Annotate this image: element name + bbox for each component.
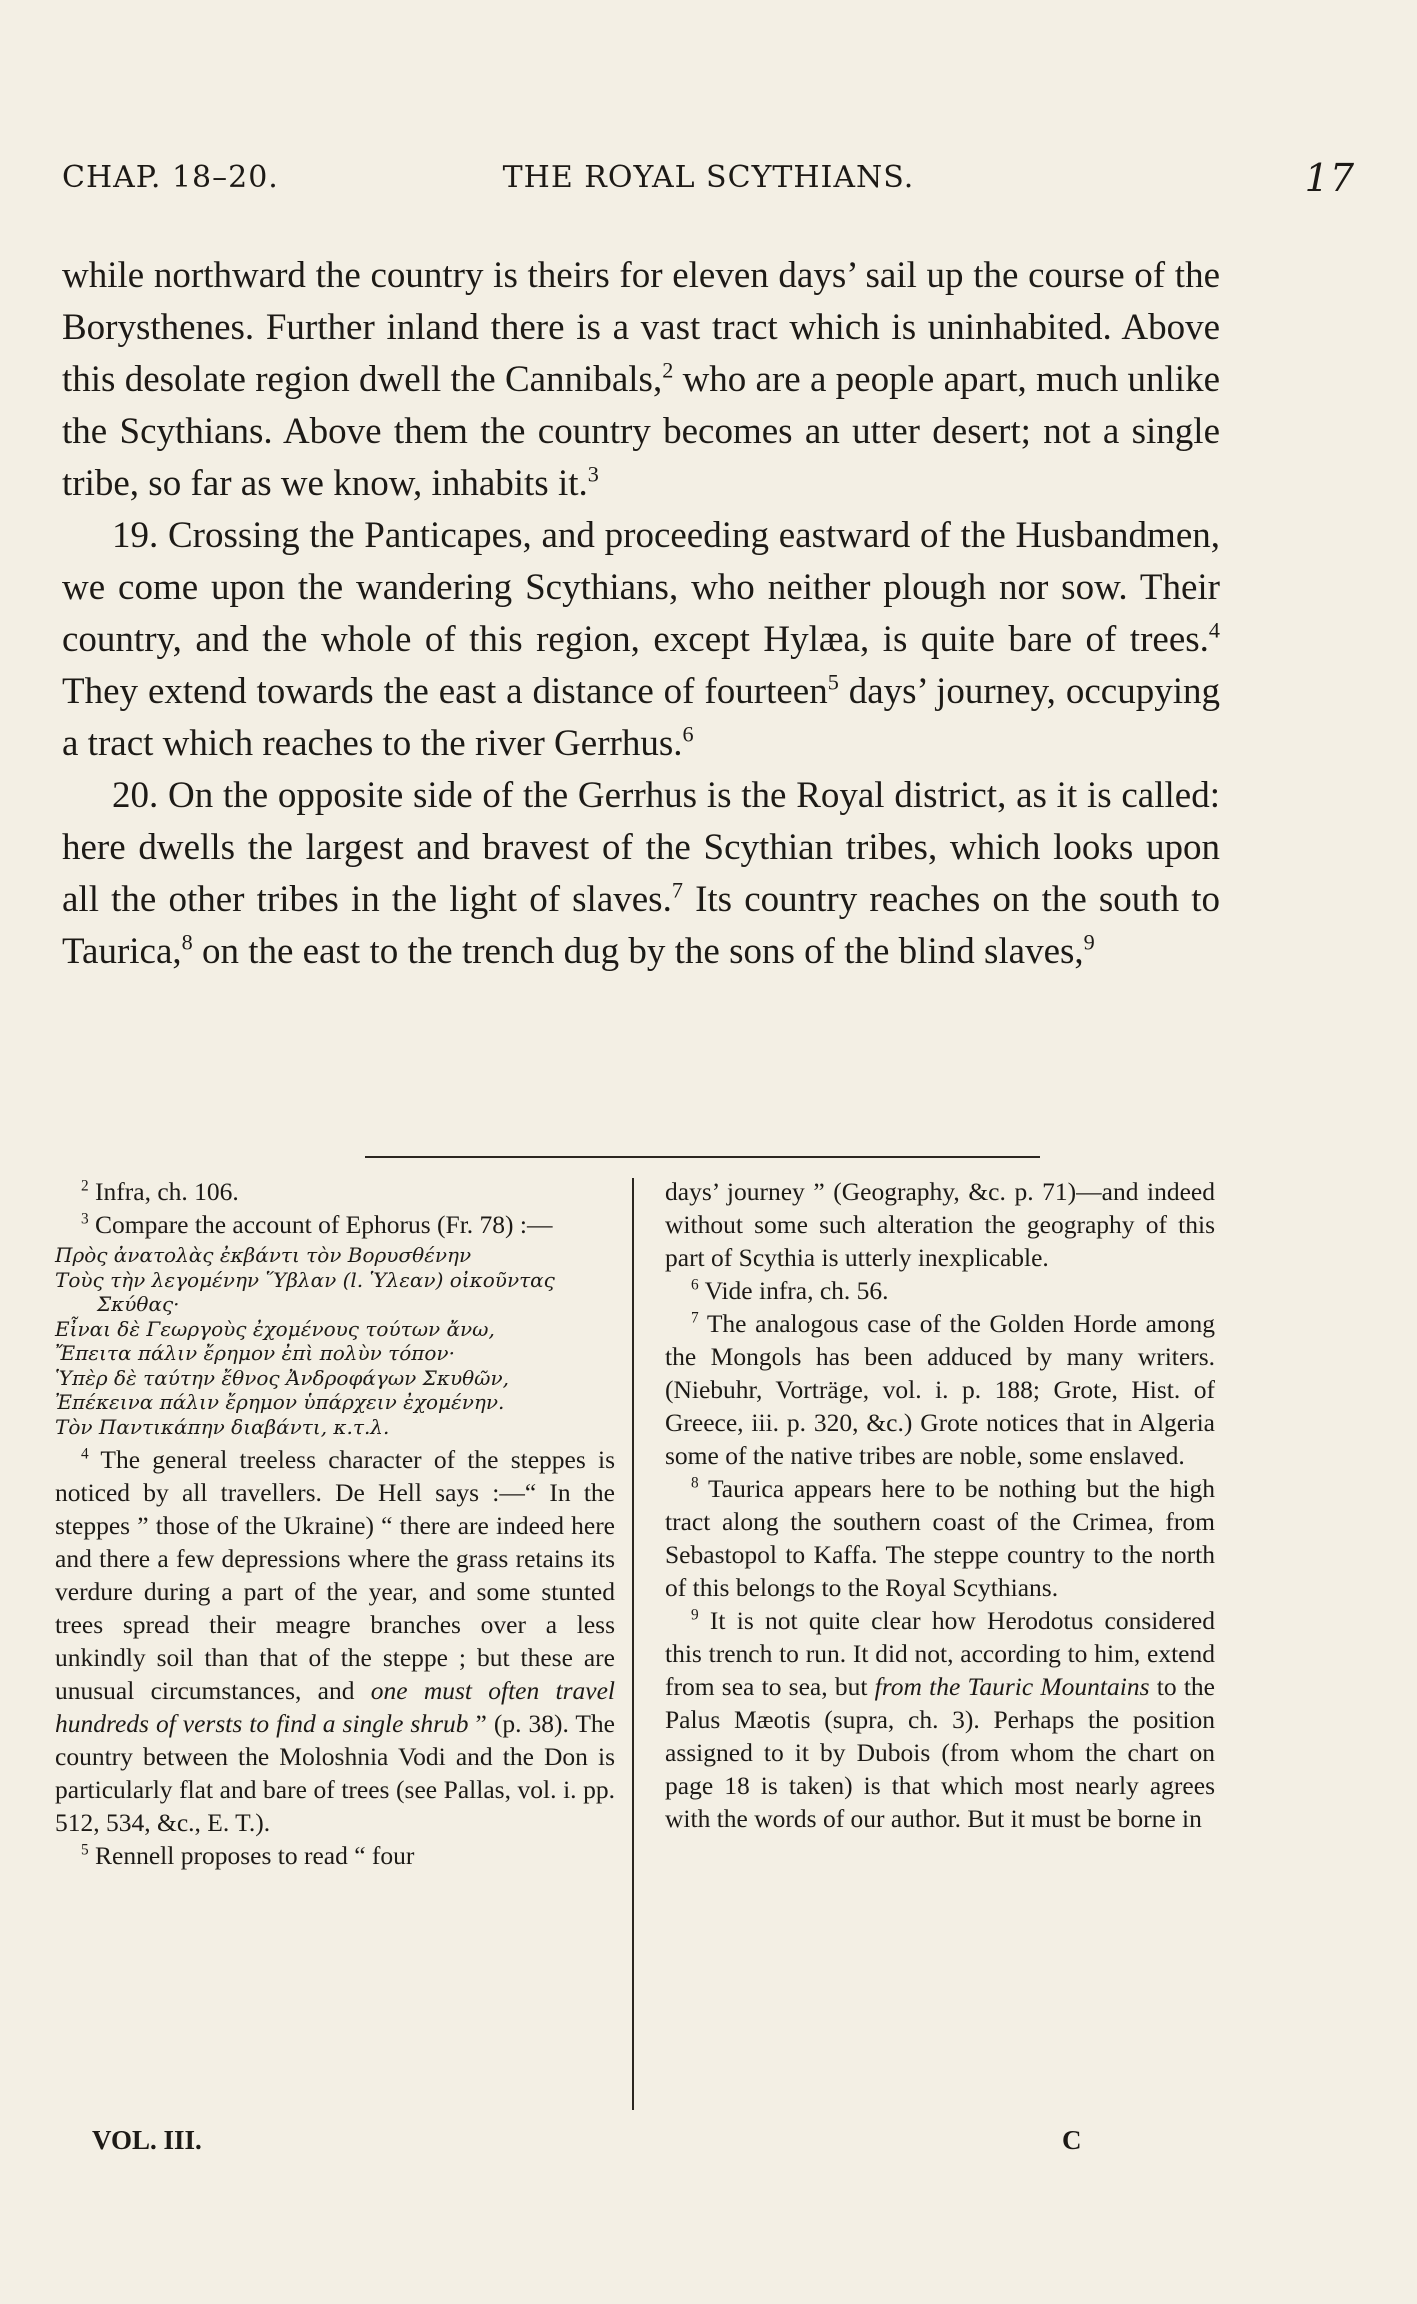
footnote-5-continued: days’ journey ” (Geography, &c. p. 71)—and indeed without some such alteration the geography of this part of Scythia is utterly inexplicable. [665,1177,1215,1272]
footnote-6: $^6$ Vide infra, ch. 56. [691,1276,889,1305]
footnote-4: $^4$ The general treeless character of the steppes is noticed by all travellers. De Hell says :—“ In the steppes ” those of the Ukraine) “ there are indeed here and there a few depressions where the grass retains its verdure during a part of the year, and some stunted trees spread their meagre branches over a less unkindly soil than that of the steppe ; but these are unusual circumstances, and one must often travel hundreds of versts to find a single shrub ” (p. 38). The country between the Moloshnia Vodi and the Don is particularly flat and bare of trees (see Pallas, vol. i. pp. 512, 534, &c., E. T.). [55,1445,615,1837]
greek-line: Τὸν Παντικάπην διαβάντι, κ.τ.λ. [55,1414,390,1439]
footnote-ref: 5 [827,669,839,695]
greek-line: Πρὸς ἀνατολὰς ἐκβάντι τὸν Βορυσθένην [55,1243,472,1267]
running-head [62,156,1355,206]
paragraph-section-19: 19. Crossing the Panticapes, and proceeding eastward of the Husbandmen, we come upon the wandering Scythians, who neither plough nor sow. Their country, and the whole of this region, except Hylæa, is quite bare of trees.$^4$ They extend towards the east a distance of fourteen$^5$ days’ journey, occupying a tract which reaches to the river Gerrhus.$^6$ [62,515,1220,764]
footnote-ref: 6 [682,721,694,747]
page-footer [92,2125,1325,2165]
greek-line: Σκύθας· [97,1292,180,1316]
main-text [62,250,1220,978]
greek-line: Ἔπειτα πάλιν ἔρημον ἐπὶ πολὺν τόπον· [55,1341,455,1365]
greek-quotation [55,1243,615,1439]
chapter-range: CHAP. 18–20. [62,160,279,195]
footnote-5: $^5$ Rennell proposes to read “ four [81,1841,415,1870]
footnote-ref: 7 [671,877,683,903]
running-title: THE ROYAL SCYTHIANS. [502,160,915,195]
page-number: 17 [1304,156,1355,200]
footnotes-right-column [665,1175,1215,1835]
footnote-7: $^7$ The analogous case of the Golden Horde among the Mongols has been adduced by many writers. (Niebuhr, Vorträge, vol. i. p. 188; Grote, Hist. of Greece, iii. p. 320, &c.) Grote notices that in Algeria some of the native tribes are noble, some enslaved. [665,1309,1215,1470]
paragraph-continuation: while northward the country is theirs for eleven days’ sail up the course of the Borysthenes. Further inland there is a vast tract which is uninhabited. Above this desolate region dwell the Cannibals,$^2$ who are a people apart, much unlike the Scythians. Above them the country becomes an utter desert; not a single tribe, so far as we know, inhabits it.$^3$ [62,255,1220,504]
greek-line: Εἶναι δὲ Γεωργοὺς ἐχομένους τούτων ἄνω, [55,1316,495,1341]
footnote-ref: 2 [662,357,674,383]
volume-label: VOL. III. [92,2125,202,2155]
footnote-8: $^8$ Taurica appears here to be nothing but the high tract along the southern coast of the Crimea, from Sebastopol to Kaffa. The steppe country to the north of this belongs to the Royal Scythians. [665,1474,1215,1602]
footnote-3: $^3$ Compare the account of Ephorus (Fr. 78) :— [81,1210,553,1239]
footnote-ref: 9 [1083,929,1095,955]
signature-mark: C [1062,2125,1082,2155]
paragraph-section-20: 20. On the opposite side of the Gerrhus is the Royal district, as it is called: here dwells the largest and bravest of the Scythian tribes, which looks upon all the other tribes in the light of slaves.$^7$ Its country reaches on the south to Taurica,$^8$ on the east to the trench dug by the sons of the blind slaves,$^9$ [62,775,1221,972]
column-divider [632,1178,634,2110]
footnotes-left-column [55,1175,615,1872]
footnote-9: $^9$ It is not quite clear how Herodotus considered this trench to run. It did not, according to him, extend from sea to sea, but from the Tauric Mountains to the Palus Mæotis (supra, ch. 3). Perhaps the position assigned to it by Dubois (from whom the chart on page 18 is taken) is that which most nearly agrees with the words of our author. But it must be borne in [665,1606,1215,1833]
footnote-ref: 8 [181,929,193,955]
greek-line: Τοὺς τὴν λεγομένην Ὕβλαν (l. Ὑλεαν) οἰκοῦντας [55,1267,555,1292]
footnote-5-text: Rennell proposes to read “ four [88,1841,415,1870]
footnote-ref: 3 [587,461,599,487]
footnote-2: $^2$ Infra, ch. 106. [81,1177,239,1206]
greek-line: Ὑπὲρ δὲ ταύτην ἔθνος Ἀνδροφάγων Σκυθῶν, [55,1365,509,1390]
footnote-ref: 4 [1208,617,1220,643]
footnote-rule [365,1156,1040,1158]
greek-line: Ἐπέκεινα πάλιν ἔρημον ὑπάρχειν ἐχομένην. [55,1390,505,1414]
